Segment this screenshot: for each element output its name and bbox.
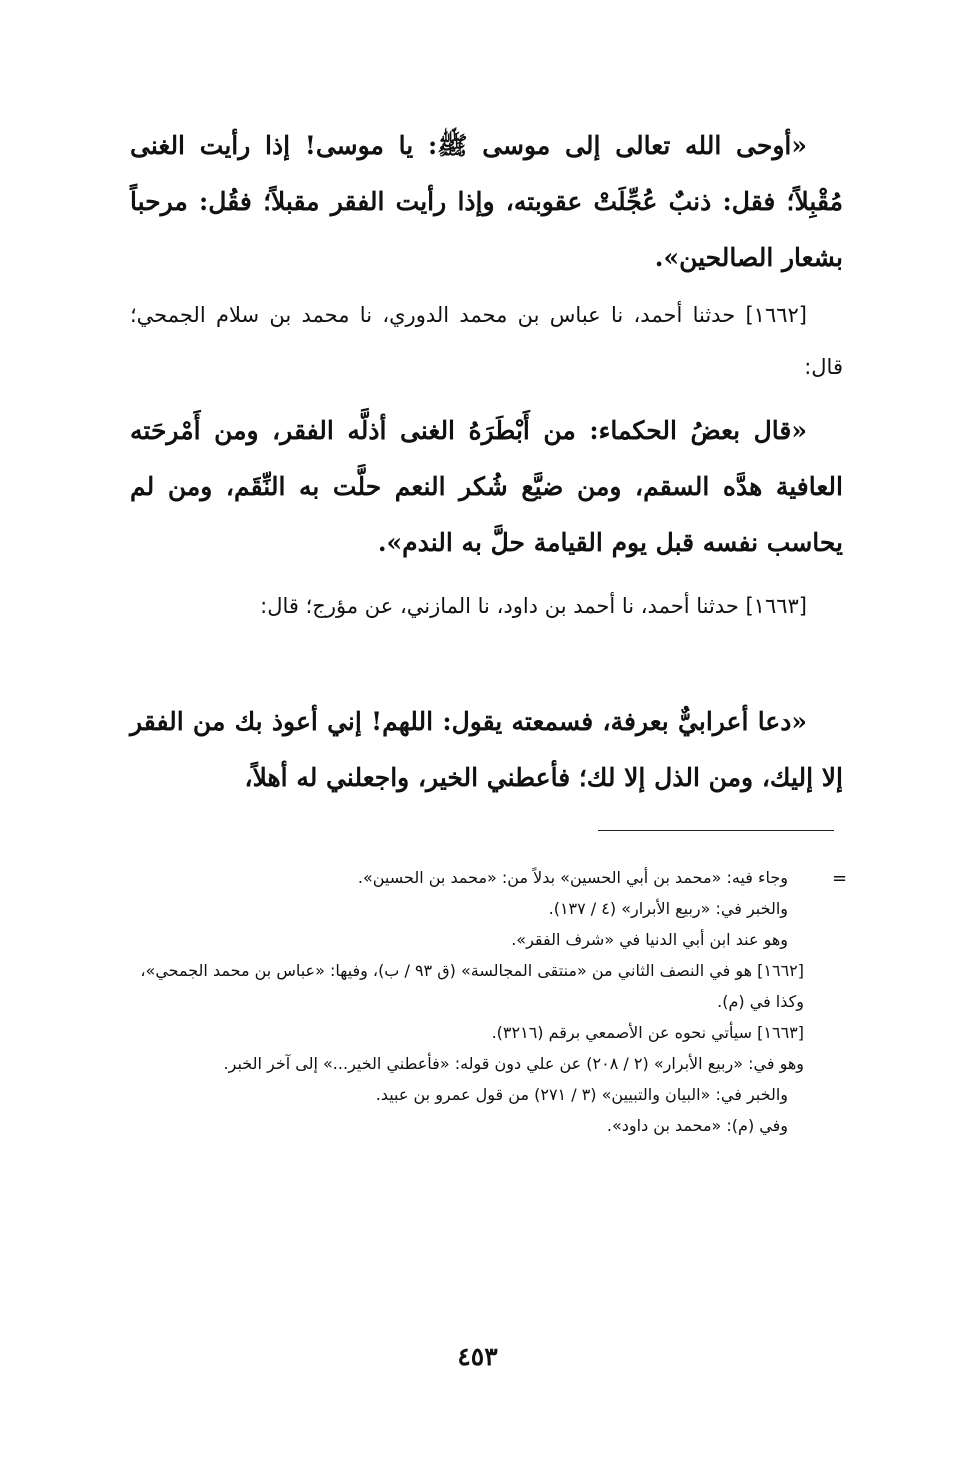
footnote-line: والخبر في: «البيان والتبيين» (٣ / ٢٧١) من قول عمرو بن عبيد. [375, 1085, 788, 1104]
footnote-line: [١٦٦٢] هو في النصف الثاني من «منتقى المجالسة» (ق ٩٣ / ب)، وفيها: «عباس بن محمد الجمحي»، وكذا في (م). [140, 961, 804, 1011]
footnote-separator [598, 830, 834, 831]
footnote-line: [١٦٦٣] سيأتي نحوه عن الأصمعي برقم (٣٢١٦). [491, 1023, 804, 1042]
footnote-line: وجاء فيه: «محمد بن أبي الحسين» بدلاً من: «محمد بن الحسين». [357, 868, 788, 887]
footnote-line: والخبر في: «ربيع الأبرار» (٤ / ١٣٧). [548, 899, 788, 918]
quote-moses [130, 118, 843, 286]
footnotes [118, 862, 838, 1141]
quote-wise-men [130, 403, 843, 571]
footnote-line: وهو عند ابن أبي الدنيا في «شرف الفقر». [511, 930, 788, 949]
footnote-line: وفي (م): «محمد بن داود». [606, 1116, 788, 1135]
page-number: ٤٥٣ [457, 1342, 498, 1371]
quote-bedouin [130, 694, 843, 806]
quote-wise-men-text: «قال بعضُ الحكماء: من أَبْطَرَهُ الغنى أذلَّه الفقر، ومن أَمْرحَته العافية هدَّه السقم، ومن ضيَّع شُكر النعم حلَّت به النِّقَم، ومن لم يحاسب نفسه قبل يوم القيامة حلَّ به الندم». [130, 416, 843, 557]
isnad-1662-text: [١٦٦٢] حدثنا أحمد، نا عباس بن محمد الدوري، نا محمد بن سلام الجمحي؛ قال: [130, 303, 843, 379]
footnote-continuation-mark: = [832, 868, 848, 889]
quote-moses-text: «أوحى الله تعالى إلى موسى ﷺ: يا موسى! إذا رأيت الغنى مُقْبِلاً؛ فقل: ذنبٌ عُجِّلَتْ عقوبته، وإذا رأيت الفقر مقبلاً؛ فقُل: مرحباً بشعار الصالحين». [130, 131, 843, 272]
quote-bedouin-text: «دعا أعرابيٌّ بعرفة، فسمعته يقول: اللهم! إني أعوذ بك من الفقر إلا إليك، ومن الذل إلا لك؛ فأعطني الخير، واجعلني له أهلاً، [130, 707, 843, 792]
isnad-1662 [130, 289, 843, 393]
footnote-line: وهو في: «ربيع الأبرار» (٢ / ٢٠٨) عن علي دون قوله: «فأعطني الخير...» إلى آخر الخبر. [223, 1054, 804, 1073]
isnad-1663-text: [١٦٦٣] حدثنا أحمد، نا أحمد بن داود، نا المازني، عن مؤرج؛ قال: [260, 594, 807, 618]
isnad-1663 [130, 580, 843, 632]
